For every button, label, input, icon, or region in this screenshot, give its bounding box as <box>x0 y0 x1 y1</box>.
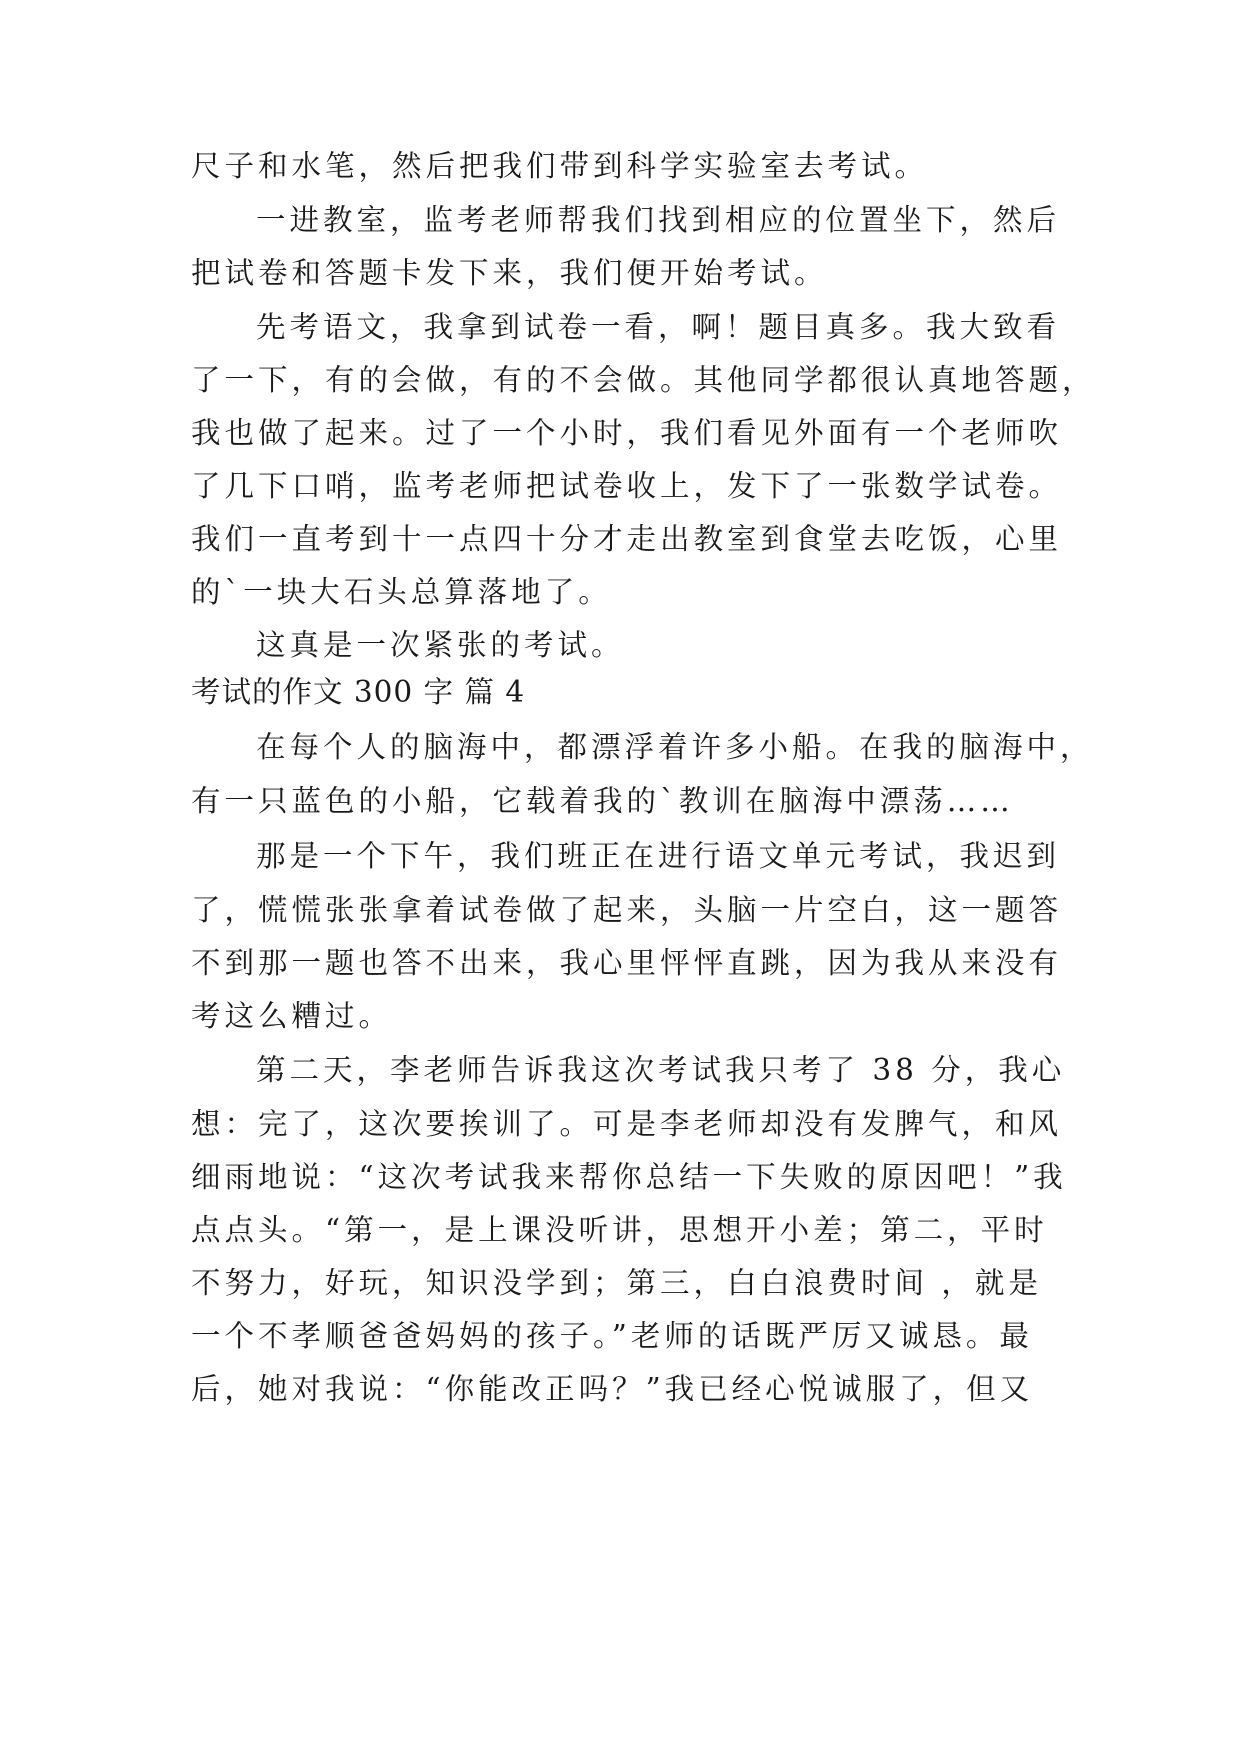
text-line: 有一只蓝色的小船，它载着我的`教训在脑海中漂荡…… <box>191 784 1014 818</box>
text-line: 后，她对我说：“你能改正吗？”我已经心悦诚服了，但又 <box>191 1372 1034 1406</box>
text-line: 的`一块大石头总算落地了。 <box>191 575 612 609</box>
text-line: 尺子和水笔，然后把我们带到科学实验室去考试。 <box>191 149 929 183</box>
text-line: 细雨地说：“这次考试我来帮你总结一下失败的原因吧！”我 <box>191 1160 1067 1194</box>
text-line: 把试卷和答题卡发下来，我们便开始考试。 <box>191 256 828 290</box>
text-line: 了一下，有的会做，有的不会做。其他同学都很认真地答题， <box>191 363 1096 397</box>
paragraph-first-line: 那是一个下午，我们班正在进行语文单元考试，我迟到 <box>256 839 1061 873</box>
paragraph-first-line: 第二天，李老师告诉我这次考试我只考了 38 分，我心 <box>256 1053 1066 1087</box>
text-line: 我们一直考到十一点四十分才走出教室到食堂去吃饭，心里 <box>191 522 1063 556</box>
paragraph-first-line: 先考语文，我拿到试卷一看，啊！题目真多。我大致看 <box>256 310 1061 344</box>
text-line: 点点头。“第一，是上课没听讲，思想开小差；第二，平时 <box>191 1213 1048 1247</box>
paragraph-first-line: 在每个人的脑海中，都漂浮着许多小船。在我的脑海中， <box>256 730 1094 764</box>
text-line: 我也做了起来。过了一个小时，我们看见外面有一个老师吹 <box>191 416 1063 450</box>
text-line: 考这么糟过。 <box>191 999 393 1033</box>
section-heading: 考试的作文 300 字 篇 4 <box>191 675 526 709</box>
text-line: 一个不孝顺爸爸妈妈的孩子。”老师的话既严厉又诚恳。最 <box>191 1319 1033 1353</box>
text-line: 了几下口哨，监考老师把试卷收上，发下了一张数学试卷。 <box>191 469 1063 503</box>
text-line: 不到那一题也答不出来，我心里怦怦直跳，因为我从来没有 <box>191 946 1063 980</box>
text-line: 想：完了，这次要挨训了。可是李老师却没有发脾气，和风 <box>191 1107 1063 1141</box>
text-line: 不努力，好玩，知识没学到；第三，白白浪费时间 ，就是 <box>191 1266 1042 1300</box>
text-line: 了，慌慌张张拿着试卷做了起来，头脑一片空白，这一题答 <box>191 893 1063 927</box>
paragraph-first-line: 这真是一次紧张的考试。 <box>256 628 625 662</box>
paragraph-first-line: 一进教室，监考老师帮我们找到相应的位置坐下，然后 <box>256 203 1061 237</box>
